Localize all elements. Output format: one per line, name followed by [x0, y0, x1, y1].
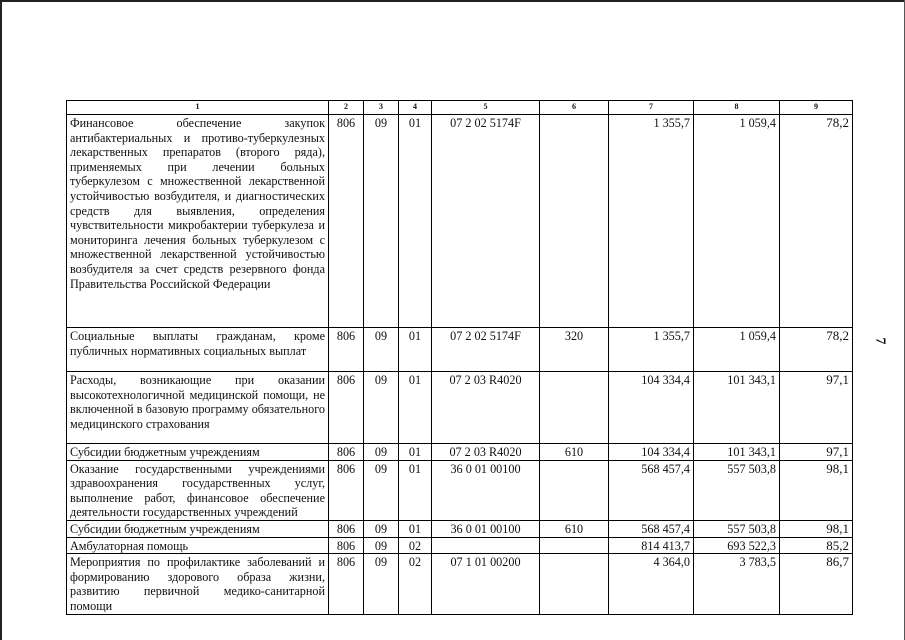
row-ministry-code: 806: [329, 372, 364, 444]
row-planned: 1 355,7: [609, 115, 694, 328]
row-target-article: [432, 537, 540, 554]
table-row: [67, 554, 853, 614]
row-name: Расходы, возникающие при оказании высокотехнологичной медицинской помощи, не включенной в базовую программу обязательного медицинского страхования: [67, 372, 329, 444]
row-percent: 98,1: [780, 460, 853, 520]
row-target-article: 07 1 01 00200: [432, 554, 540, 614]
row-planned: 814 413,7: [609, 537, 694, 554]
row-percent: 86,7: [780, 554, 853, 614]
header-col-9: 9: [780, 101, 853, 115]
row-ministry-code: 806: [329, 444, 364, 461]
row-planned: 568 457,4: [609, 460, 694, 520]
row-ministry-code: 806: [329, 520, 364, 537]
row-planned: 104 334,4: [609, 444, 694, 461]
row-expense-type: [540, 372, 609, 444]
row-expense-type: [540, 115, 609, 328]
row-subsection: 01: [399, 460, 432, 520]
row-target-article: 36 0 01 00100: [432, 520, 540, 537]
row-subsection: 01: [399, 444, 432, 461]
row-percent: 85,2: [780, 537, 853, 554]
row-percent: 97,1: [780, 372, 853, 444]
row-target-article: 36 0 01 00100: [432, 460, 540, 520]
row-name: Субсидии бюджетным учреждениям: [67, 444, 329, 461]
row-ministry-code: 806: [329, 328, 364, 372]
row-subsection: 01: [399, 328, 432, 372]
row-section: 09: [364, 115, 399, 328]
table-row: [67, 460, 853, 520]
row-executed: 557 503,8: [694, 520, 780, 537]
row-section: 09: [364, 460, 399, 520]
row-executed: 1 059,4: [694, 115, 780, 328]
row-executed: 101 343,1: [694, 444, 780, 461]
table-row: [67, 115, 853, 328]
row-planned: 1 355,7: [609, 328, 694, 372]
table-row: [67, 444, 853, 461]
table-row: [67, 328, 853, 372]
row-expense-type: 610: [540, 444, 609, 461]
row-subsection: 02: [399, 554, 432, 614]
row-name: Амбулаторная помощь: [67, 537, 329, 554]
scan-edge-left: [0, 0, 2, 640]
row-executed: 3 783,5: [694, 554, 780, 614]
row-executed: 693 522,3: [694, 537, 780, 554]
row-section: 09: [364, 537, 399, 554]
row-ministry-code: 806: [329, 554, 364, 614]
row-name: Финансовое обеспечение закупок антибактериальных и противо-туберкулезных лекарственных препаратов (второго ряда), применяемых при лечении больных туберкулезом с множественной лекарственной устойчивостью возбудителя, и диагностических средств для выявления, определения чувствительности микробактерии туберкулеза и мониторинга лечения больных туберкулезом с множественной лекарственной устойчивостью возбудителя за счет средств резервного фонда Правительства Российской Федерации: [67, 115, 329, 328]
row-percent: 78,2: [780, 328, 853, 372]
row-ministry-code: 806: [329, 115, 364, 328]
row-expense-type: 320: [540, 328, 609, 372]
table-row: [67, 372, 853, 444]
row-ministry-code: 806: [329, 537, 364, 554]
row-percent: 97,1: [780, 444, 853, 461]
row-planned: 104 334,4: [609, 372, 694, 444]
header-col-8: 8: [694, 101, 780, 115]
row-ministry-code: 806: [329, 460, 364, 520]
header-col-4: 4: [399, 101, 432, 115]
table-row: [67, 520, 853, 537]
row-executed: 557 503,8: [694, 460, 780, 520]
row-planned: 568 457,4: [609, 520, 694, 537]
row-name: Оказание государственными учреждениями здравоохранения государственных услуг, выполнение работ, финансовое обеспечение деятельности государственных учреждений: [67, 460, 329, 520]
budget-table: [66, 100, 853, 615]
header-row: [67, 101, 853, 115]
row-executed: 1 059,4: [694, 328, 780, 372]
header-col-7: 7: [609, 101, 694, 115]
row-name: Мероприятия по профилактике заболеваний и формированию здорового образа жизни, развитию первичной медико-санитарной помощи: [67, 554, 329, 614]
row-subsection: 01: [399, 115, 432, 328]
table-row: [67, 537, 853, 554]
row-target-article: 07 2 03 R4020: [432, 372, 540, 444]
row-section: 09: [364, 444, 399, 461]
row-section: 09: [364, 328, 399, 372]
row-target-article: 07 2 02 5174F: [432, 115, 540, 328]
row-subsection: 01: [399, 520, 432, 537]
row-percent: 98,1: [780, 520, 853, 537]
row-percent: 78,2: [780, 115, 853, 328]
row-target-article: 07 2 02 5174F: [432, 328, 540, 372]
row-subsection: 02: [399, 537, 432, 554]
row-executed: 101 343,1: [694, 372, 780, 444]
header-col-3: 3: [364, 101, 399, 115]
row-expense-type: [540, 460, 609, 520]
row-expense-type: [540, 537, 609, 554]
row-section: 09: [364, 520, 399, 537]
page-number: 7: [872, 337, 888, 345]
header-col-6: 6: [540, 101, 609, 115]
row-section: 09: [364, 372, 399, 444]
row-subsection: 01: [399, 372, 432, 444]
row-expense-type: [540, 554, 609, 614]
header-col-1: 1: [67, 101, 329, 115]
scan-edge-top: [0, 0, 905, 2]
row-target-article: 07 2 03 R4020: [432, 444, 540, 461]
row-section: 09: [364, 554, 399, 614]
header-col-5: 5: [432, 101, 540, 115]
row-expense-type: 610: [540, 520, 609, 537]
row-planned: 4 364,0: [609, 554, 694, 614]
row-name: Социальные выплаты гражданам, кроме публичных нормативных социальных выплат: [67, 328, 329, 372]
row-name: Субсидии бюджетным учреждениям: [67, 520, 329, 537]
header-col-2: 2: [329, 101, 364, 115]
